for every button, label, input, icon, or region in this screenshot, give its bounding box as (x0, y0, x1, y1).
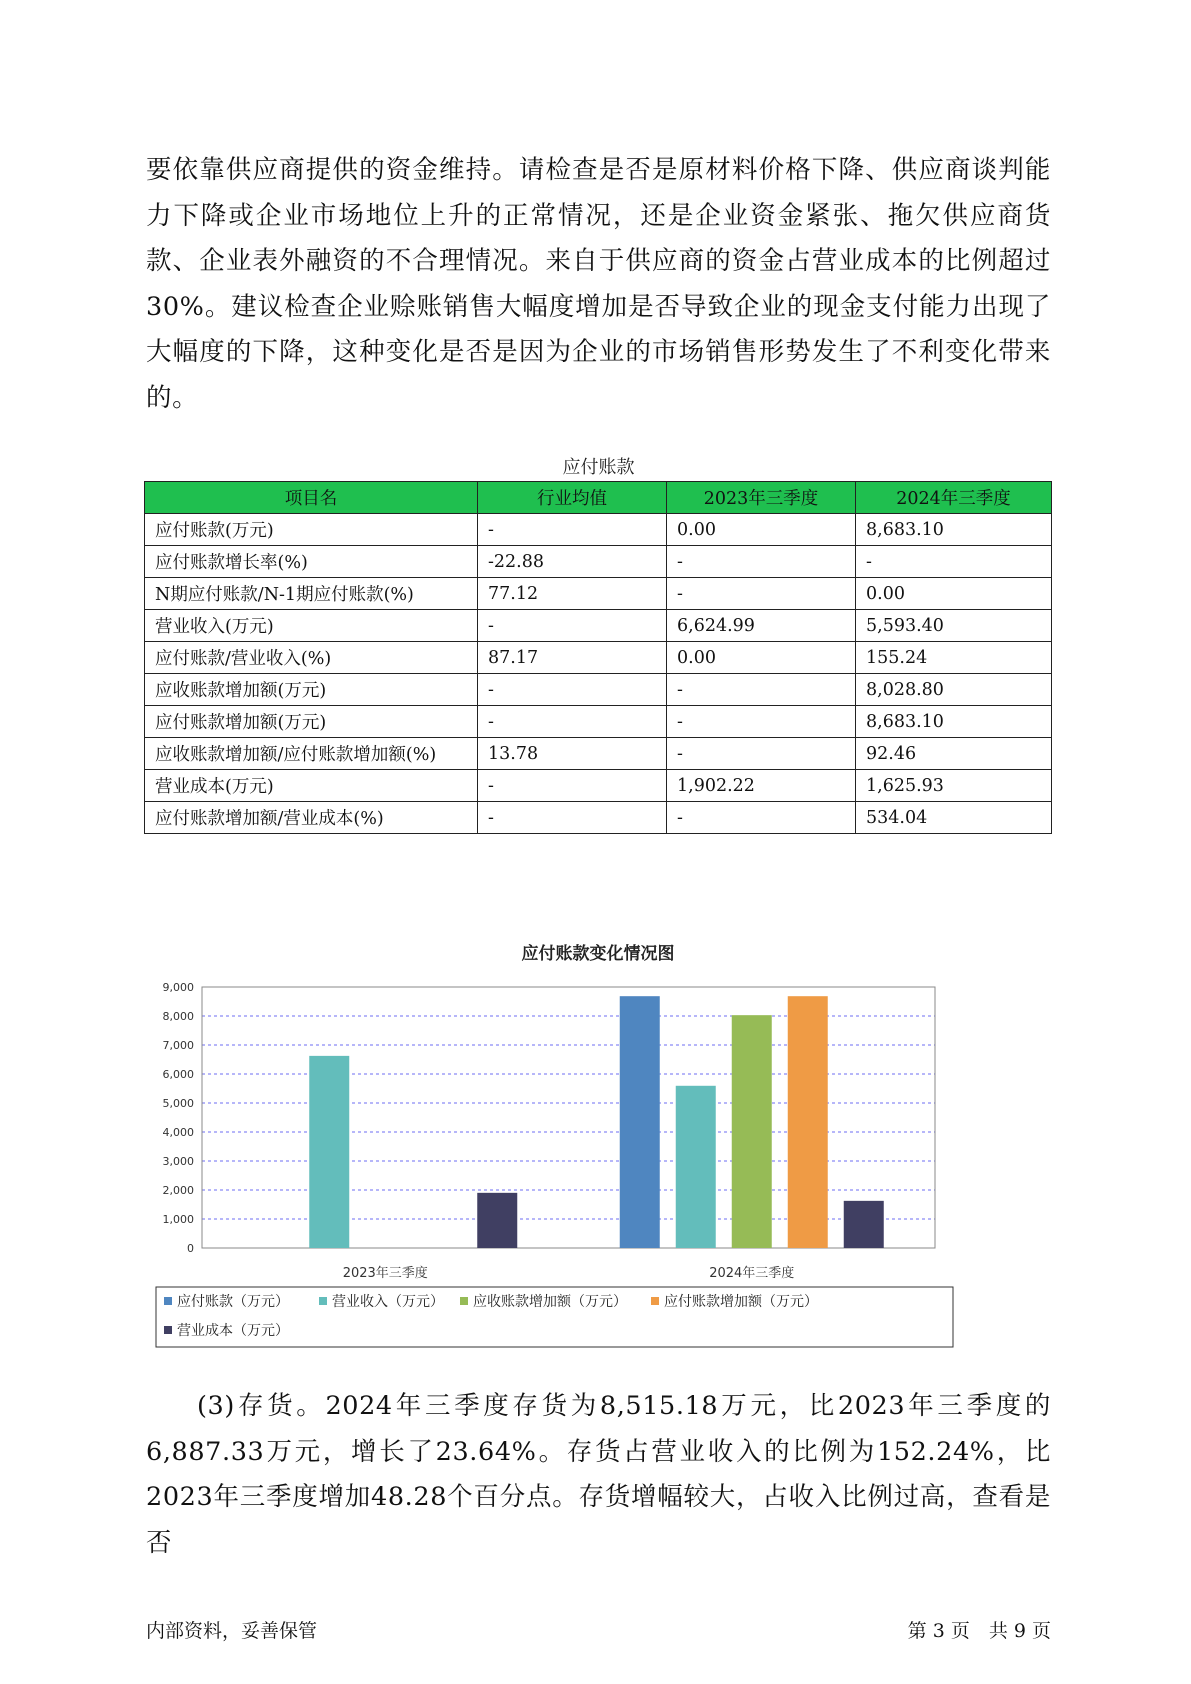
table-header-cell: 项目名 (145, 482, 478, 514)
body-paragraph-inventory: (3)存货。2024年三季度存货为8,515.18万元，比2023年三季度的6,887.33万元，增长了23.64%。存货占营业收入的比例为152.24%，比2023年三季度增加48.28个百分点。存货增幅较大，占收入比例过高，查看是否 (146, 1391, 1051, 1558)
y-tick-label: 4,000 (162, 1126, 194, 1139)
y-tick-label: 9,000 (162, 981, 194, 994)
chart-title: 应付账款变化情况图 (521, 944, 675, 964)
y-tick-label: 0 (187, 1242, 194, 1255)
x-category-label: 2023年三季度 (342, 1266, 428, 1281)
table-cell: 1,625.93 (856, 770, 1052, 802)
y-tick-label: 8,000 (162, 1010, 194, 1023)
table-cell: 6,624.99 (667, 610, 856, 642)
table-cell: - (478, 514, 667, 546)
table-row (145, 802, 1052, 834)
x-category-label: 2024年三季度 (709, 1266, 795, 1281)
table-row (145, 546, 1052, 578)
table-cell: 8,683.10 (856, 706, 1052, 738)
table-cell: 92.46 (856, 738, 1052, 770)
table-header-cell: 2023年三季度 (667, 482, 856, 514)
table-cell: - (667, 706, 856, 738)
legend-swatch (164, 1297, 172, 1305)
chart-bar (477, 1193, 517, 1248)
table-cell: 8,028.80 (856, 674, 1052, 706)
table-cell: - (478, 610, 667, 642)
table-header-row (145, 482, 1052, 514)
table-cell: 应付账款增加额(万元) (145, 706, 478, 738)
table-cell: - (478, 770, 667, 802)
table-row (145, 674, 1052, 706)
table-cell: 应付账款/营业收入(%) (145, 642, 478, 674)
table-header-cell: 行业均值 (478, 482, 667, 514)
y-tick-label: 1,000 (162, 1213, 194, 1226)
accounts-payable-table (144, 481, 1052, 834)
table-cell: -22.88 (478, 546, 667, 578)
chart-bar (844, 1201, 884, 1248)
body-paragraph: 要依靠供应商提供的资金维持。请检查是否是原材料价格下降、供应商谈判能力下降或企业市场地位上升的正常情况，还是企业资金紧张、拖欠供应商货款、企业表外融资的不合理情况。来自于供应商的资金占营业成本的比例超过30%。建议检查企业赊账销售大幅度增加是否导致企业的现金支付能力出现了大幅度的下降，这种变化是否是因为企业的市场销售形势发生了不利变化带来的。 (146, 155, 1051, 413)
table-row (145, 770, 1052, 802)
table-cell: 1,902.22 (667, 770, 856, 802)
table-row (145, 706, 1052, 738)
chart-bar (788, 996, 828, 1248)
table-cell: 应付账款(万元) (145, 514, 478, 546)
table-cell: 13.78 (478, 738, 667, 770)
table-cell: 0.00 (856, 578, 1052, 610)
table-cell: - (478, 674, 667, 706)
legend-swatch (460, 1297, 468, 1305)
table-row (145, 738, 1052, 770)
table-cell: 营业成本(万元) (145, 770, 478, 802)
chart-svg (146, 895, 1051, 1355)
legend-label: 应付账款（万元） (177, 1294, 289, 1310)
table-cell: - (667, 578, 856, 610)
legend-swatch (319, 1297, 327, 1305)
table-header-cell: 2024年三季度 (856, 482, 1052, 514)
legend-swatch (651, 1297, 659, 1305)
chart-bar (620, 996, 660, 1248)
table-cell: 155.24 (856, 642, 1052, 674)
legend-label: 应付账款增加额（万元） (664, 1294, 818, 1310)
table-cell: - (667, 738, 856, 770)
table-cell: - (667, 674, 856, 706)
y-tick-label: 5,000 (162, 1097, 194, 1110)
accounts-payable-chart (146, 895, 1051, 1355)
table-row (145, 610, 1052, 642)
table-row (145, 578, 1052, 610)
chart-bar (676, 1086, 716, 1248)
y-tick-label: 3,000 (162, 1155, 194, 1168)
y-tick-label: 7,000 (162, 1039, 194, 1052)
table-cell: 营业收入(万元) (145, 610, 478, 642)
legend-swatch (164, 1326, 172, 1334)
chart-bar (732, 1015, 772, 1248)
y-tick-label: 6,000 (162, 1068, 194, 1081)
table-cell: 77.12 (478, 578, 667, 610)
table-caption: 应付账款 (562, 457, 635, 478)
chart-bar (309, 1056, 349, 1248)
table-cell: - (478, 706, 667, 738)
table-cell: 0.00 (667, 642, 856, 674)
footer-confidential: 内部资料，妥善保管 (146, 1620, 318, 1642)
table-cell: - (478, 802, 667, 834)
legend-label: 应收账款增加额（万元） (473, 1294, 627, 1310)
table-cell: - (667, 546, 856, 578)
table-cell: 5,593.40 (856, 610, 1052, 642)
table-cell: 534.04 (856, 802, 1052, 834)
table-cell: 0.00 (667, 514, 856, 546)
table-cell: 应收账款增加额(万元) (145, 674, 478, 706)
legend-label: 营业收入（万元） (332, 1294, 444, 1310)
table-cell: 应付账款增长率(%) (145, 546, 478, 578)
legend-label: 营业成本（万元） (177, 1323, 289, 1339)
table-row (145, 514, 1052, 546)
table-cell: - (856, 546, 1052, 578)
table-cell: 8,683.10 (856, 514, 1052, 546)
table-cell: 应收账款增加额/应付账款增加额(%) (145, 738, 478, 770)
table-cell: 应付账款增加额/营业成本(%) (145, 802, 478, 834)
table-cell: N期应付账款/N-1期应付账款(%) (145, 578, 478, 610)
footer-page-number: 第 3 页 共 9 页 (907, 1620, 1051, 1642)
table-cell: - (667, 802, 856, 834)
table-cell: 87.17 (478, 642, 667, 674)
y-tick-label: 2,000 (162, 1184, 194, 1197)
table-row (145, 642, 1052, 674)
